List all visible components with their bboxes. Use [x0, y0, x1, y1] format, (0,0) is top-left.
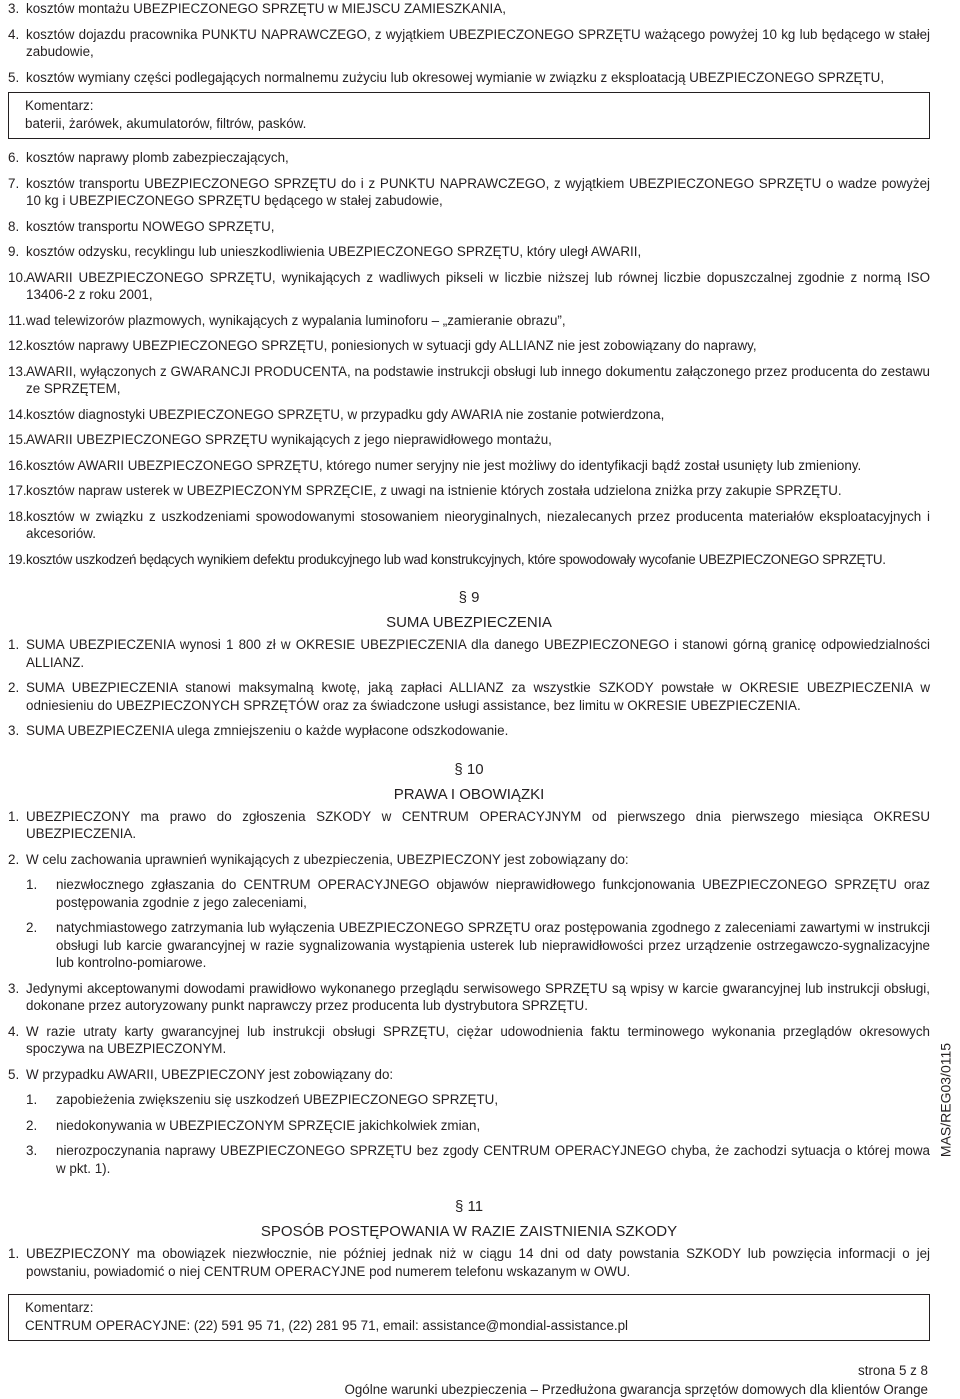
section-title: SPOSÓB POSTĘPOWANIA W RAZIE ZAISTNIENIA SZKODY	[260, 1223, 678, 1240]
main-column	[8, 0, 930, 1351]
item-text: kosztów transportu UBEZPIECZONEGO SPRZĘTU do i z PUNKTU NAPRAWCZEGO, z wyjątkiem UBEZPIECZONEGO SPRZĘTU o wadze powyżej 10 kg i UBEZPIECZONEGO SPRZĘTU będącego w stałej zabudowie,	[26, 175, 930, 208]
item-number: 10.	[8, 269, 27, 285]
item-text: kosztów montażu UBEZPIECZONEGO SPRZĘTU w MIEJSCU ZAMIESZKANIA,	[26, 1, 506, 16]
comment-text: baterii, żarówek, akumulatorów, filtrów, pasków.	[25, 115, 307, 131]
list-item	[8, 243, 930, 261]
list-item	[8, 980, 930, 1015]
list-item	[8, 175, 930, 210]
section-number: § 9	[458, 589, 480, 606]
item-number: 4.	[8, 1023, 20, 1039]
item-text: kosztów naprawy plomb zabezpieczających,	[26, 150, 289, 165]
list-item	[8, 312, 930, 330]
sub-item-number: 1.	[26, 1092, 38, 1107]
item-number: 3.	[8, 723, 20, 738]
item-text: Jedynymi akceptowanymi dowodami prawidłowo wykonanego przeglądu serwisowego SPRZĘTU są wpisy w karcie gwarancyjnej lub instrukcji obsługi, dokonane przez autoryzowany punkt naprawczy przez producenta lub dystrybutora SPRZĘTU.	[26, 980, 930, 1013]
list-item	[8, 851, 930, 869]
item-number: 8.	[8, 218, 20, 234]
item-text: AWARII UBEZPIECZONEGO SPRZĘTU wynikających z jego nieprawidłowego montażu,	[26, 432, 552, 447]
item-number: 6.	[8, 150, 20, 165]
item-number: 16.	[8, 457, 27, 473]
item-text: kosztów w związku z uszkodzeniami spowodowanymi stosowaniem nieoryginalnych, niezalecanych przez producenta materiałów eksploatacyjnych i akcesoriów.	[26, 508, 930, 541]
item-number: 19.	[8, 551, 26, 567]
item-number: 11.	[8, 312, 26, 328]
item-text: SUMA UBEZPIECZENIA ulega zmniejszeniu o każde wypłacone odszkodowanie.	[26, 723, 509, 738]
item-text: W razie utraty karty gwarancyjnej lub instrukcji obsługi SPRZĘTU, ciężar udowodnienia faktu terminowego wykonania przeglądów okresowych spoczywa na UBEZPIECZONYM.	[26, 1023, 930, 1056]
sub-list-item	[8, 919, 930, 972]
list-item	[8, 26, 930, 61]
item-text: W celu zachowania uprawnień wynikających z ubezpieczenia, UBEZPIECZONY jest zobowiązany do:	[26, 851, 629, 867]
item-number: 14.	[8, 406, 27, 422]
list-item	[8, 722, 930, 740]
list-item	[8, 679, 930, 714]
list-item	[8, 457, 930, 475]
section-number: § 11	[454, 1198, 484, 1215]
item-text: UBEZPIECZONY ma prawo do zgłoszenia SZKODY w CENTRUM OPERACYJNYM od pierwszego dnia pierwszego miesiąca OKRESU UBEZPIECZENIA.	[26, 808, 930, 841]
item-text: AWARII UBEZPIECZONEGO SPRZĘTU, wynikających z wadliwych pikseli w liczbie niższej lub równej liczbie dopuszczalnej zgodnie z normą ISO 13406-2 z roku 2001,	[26, 269, 930, 302]
item-number: 2.	[8, 680, 20, 695]
list-item	[8, 363, 930, 398]
comment-box	[8, 1294, 930, 1341]
sub-list-item	[8, 1117, 930, 1135]
list-item	[8, 431, 930, 449]
item-number: 18.	[8, 508, 27, 524]
item-text: SUMA UBEZPIECZENIA stanowi maksymalną kwotę, jaką zapłaci ALLIANZ za wszystkie SZKODY powstałe w OKRESIE UBEZPIECZENIA w odniesieniu do UBEZPIECZONYCH SPRZĘTÓW oraz za świadczone usługi assistance, bez limitu w OKRESIE UBEZPIECZENIA.	[26, 680, 930, 713]
list-item	[8, 69, 930, 87]
sub-item-number: 3.	[26, 1143, 38, 1158]
sub-item-number: 2.	[26, 920, 38, 935]
item-number: 3.	[8, 980, 20, 996]
item-number: 9.	[8, 244, 20, 259]
list-item	[8, 1066, 930, 1084]
item-text: kosztów napraw usterek w UBEZPIECZONYM SPRZĘCIE, z uwagi na istnienie których została udzielona zniżka przy zakupie SPRZĘTU.	[26, 483, 842, 498]
list-item	[8, 337, 930, 355]
section-number: § 10	[454, 760, 484, 778]
sub-list-item	[8, 1142, 930, 1177]
item-text: kosztów AWARII UBEZPIECZONEGO SPRZĘTU, którego numer seryjny nie jest możliwy do identyfikacji bądź został usunięty lub zmieniony.	[26, 457, 862, 473]
item-number: 1.	[8, 808, 20, 824]
item-text: kosztów wymiany części podlegających normalnemu zużyciu lub okresowej wymianie w związku z eksploatacją UBEZPIECZONEGO SPRZĘTU,	[26, 69, 885, 85]
item-text: kosztów naprawy UBEZPIECZONEGO SPRZĘTU, poniesionych w sytuacji gdy ALLIANZ nie jest zobowiązany do naprawy,	[26, 338, 757, 353]
item-number: 1.	[8, 1246, 20, 1261]
list-item	[8, 269, 930, 304]
list-item	[8, 406, 930, 424]
section-title: PRAWA I OBOWIĄZKI	[393, 785, 545, 803]
list-item	[8, 508, 930, 543]
list-item	[8, 482, 930, 500]
list-item	[8, 0, 930, 18]
footer-title: Ogólne warunki ubezpieczenia – Przedłużona gwarancja sprzętów domowych dla klientów Orange	[344, 1382, 928, 1397]
section-9-heading	[8, 588, 930, 632]
sub-item-text: niezwłocznego zgłaszania do CENTRUM OPERACYJNEGO objawów nieprawidłowego funkcjonowania UBEZPIECZONEGO SPRZĘTU oraz postępowania zgodnie z jego zaleceniami,	[56, 877, 930, 910]
section-title: SUMA UBEZPIECZENIA	[386, 614, 552, 631]
page-number: strona 5 z 8	[858, 1363, 928, 1378]
document-code: MAS/REG03/0115	[937, 1042, 954, 1158]
sub-item-text: niedokonywania w UBEZPIECZONYM SPRZĘCIE jakichkolwiek zmian,	[56, 1117, 481, 1133]
sub-item-text: nierozpoczynania naprawy UBEZPIECZONEGO SPRZĘTU bez zgody CENTRUM OPERACYJNEGO chyba, że zachodzi sytuacja o której mowa w pkt. 1).	[56, 1143, 930, 1176]
item-text: W przypadku AWARII, UBEZPIECZONY jest zobowiązany do:	[26, 1066, 394, 1082]
item-number: 5.	[8, 1066, 20, 1082]
list-item	[8, 636, 930, 671]
list-item	[8, 551, 930, 569]
item-number: 3.	[8, 1, 20, 16]
item-text: kosztów odzysku, recyklingu lub unieszkodliwienia UBEZPIECZONEGO SPRZĘTU, który uległ AWARII,	[26, 244, 642, 259]
list-item	[8, 149, 930, 167]
item-text: AWARII, wyłączonych z GWARANCJI PRODUCENTA, na podstawie instrukcji obsługi lub innego dokumentu załączonego przez producenta do zestawu ze SPRZĘTEM,	[26, 363, 930, 396]
item-number: 17.	[8, 483, 27, 498]
list-item	[8, 808, 930, 843]
item-text: kosztów diagnostyki UBEZPIECZONEGO SPRZĘTU, w przypadku gdy AWARIA nie zostanie potwierdzona,	[26, 406, 665, 422]
comment-label: Komentarz:	[25, 98, 94, 113]
item-text: SUMA UBEZPIECZENIA wynosi 1 800 zł w OKRESIE UBEZPIECZENIA dla danego UBEZPIECZONEGO i stanowi górną granicę odpowiedzialności ALLIANZ.	[26, 637, 930, 670]
item-number: 13.	[8, 363, 27, 379]
comment-box	[8, 92, 930, 139]
comment-label: Komentarz:	[25, 1300, 94, 1315]
sub-list-item	[8, 1091, 930, 1109]
item-number: 2.	[8, 851, 20, 867]
list-item	[8, 1023, 930, 1058]
sub-item-number: 1.	[26, 877, 38, 892]
item-text: kosztów uszkodzeń będących wynikiem defektu produkcyjnego lub wad konstrukcyjnych, które spowodowały wycofanie UBEZPIECZONEGO SPRZĘTU.	[26, 551, 886, 567]
item-text: kosztów dojazdu pracownika PUNKTU NAPRAWCZEGO, z wyjątkiem UBEZPIECZONEGO SPRZĘTU ważącego powyżej 10 kg lub będącego w stałej zabudowie,	[26, 26, 930, 59]
document-code-vertical	[934, 1040, 958, 1160]
item-number: 15.	[8, 432, 27, 447]
item-number: 12.	[8, 338, 27, 353]
item-number: 5.	[8, 69, 20, 85]
section-11-heading	[8, 1197, 930, 1241]
item-text: kosztów transportu NOWEGO SPRZĘTU,	[26, 218, 275, 234]
list-item	[8, 1245, 930, 1280]
list-item	[8, 218, 930, 236]
item-number: 1.	[8, 637, 20, 652]
sub-item-text: zapobieżenia zwiększeniu się uszkodzeń UBEZPIECZONEGO SPRZĘTU,	[56, 1092, 499, 1107]
sub-item-text: natychmiastowego zatrzymania lub wyłączenia UBEZPIECZONEGO SPRZĘTU oraz postępowania zgodnego z zaleceniami zawartymi w instrukcji obsługi lub karcie gwarancyjnej w razie sygnalizowania wystąpienia usterek lub nieprawidłowości przez urządzenie ostrzegawczo-sygnalizacyjne lub kontrolno-pomiarowe.	[56, 920, 930, 970]
item-number: 4.	[8, 26, 20, 42]
sub-list-item	[8, 876, 930, 911]
item-text: UBEZPIECZONY ma obowiązek niezwłocznie, nie później jednak niż w ciągu 14 dni od daty powstania SZKODY lub powzięcia informacji o jej powstaniu, powiadomić o niej CENTRUM OPERACYJNE pod numerem telefonu wskazanym w OWU.	[26, 1246, 930, 1279]
section-10-heading	[8, 760, 930, 804]
comment-text: CENTRUM OPERACYJNE: (22) 591 95 71, (22) 281 95 71, email: assistance@mondial-assistance.pl	[25, 1317, 629, 1333]
item-number: 7.	[8, 175, 20, 191]
sub-item-number: 2.	[26, 1117, 38, 1133]
item-text: wad telewizorów plazmowych, wynikających z wypalania luminoforu – „zamieranie obrazu”,	[26, 312, 566, 328]
